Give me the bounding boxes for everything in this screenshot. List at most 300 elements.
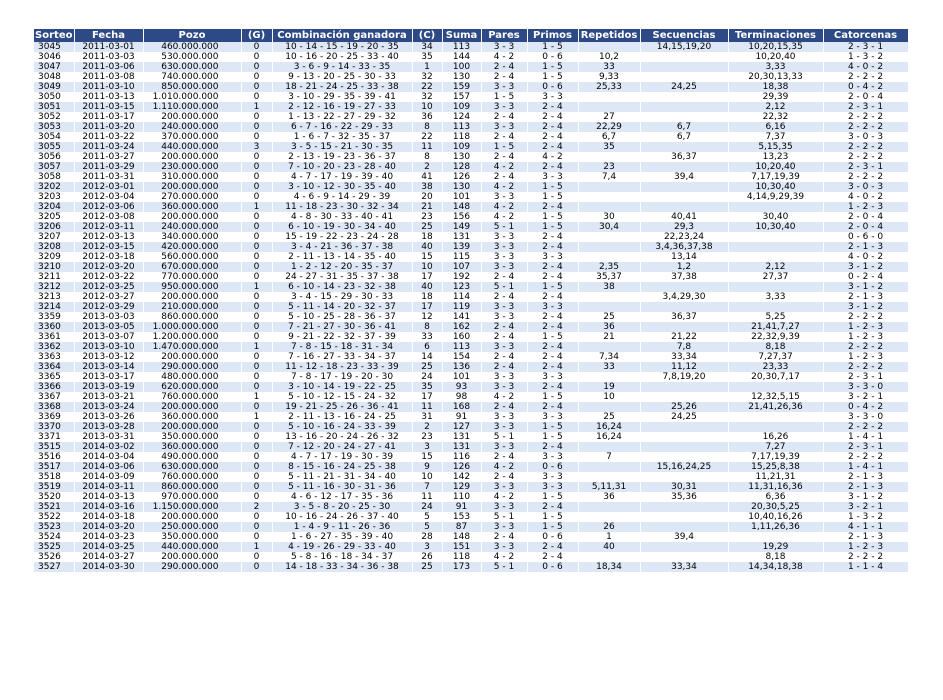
pozo-cell: 630.000.000 [143,62,241,72]
table-row [34,112,908,122]
sorteo-cell: 3047 [34,62,74,72]
combinacion-cell: 10 - 16 - 24 - 26 - 37 - 40 [272,512,412,522]
table-row [34,172,908,182]
pares-cell: 5 - 1 [481,282,527,292]
terminaciones-cell: 6,36 [728,492,823,502]
secuencias-cell [640,182,728,192]
c-cell: 17 [412,302,442,312]
repetidos-cell: 33 [578,362,640,372]
g-cell: 0 [241,532,272,542]
fecha-cell: 2013-03-03 [74,312,143,322]
g-cell: 0 [241,82,272,92]
fecha-cell: 2011-03-17 [74,112,143,122]
catorcenas-cell: 2 - 2 - 2 [823,362,908,372]
primos-cell: 0 - 6 [527,462,578,472]
c-cell: 18 [412,292,442,302]
combinacion-cell: 10 - 14 - 15 - 19 - 20 - 35 [272,42,412,52]
sorteo-cell: 3521 [34,502,74,512]
suma-cell: 130 [442,72,481,82]
c-cell: 40 [412,242,442,252]
g-cell: 3 [241,142,272,152]
terminaciones-cell: 3,33 [728,292,823,302]
pares-cell: 3 - 3 [481,192,527,202]
col-suma-header: Suma [442,29,481,42]
sorteo-cell: 3522 [34,512,74,522]
g-cell: 0 [241,262,272,272]
primos-cell: 2 - 4 [527,542,578,552]
primos-cell: 2 - 4 [527,502,578,512]
pozo-cell: 760.000.000 [143,392,241,402]
c-cell: 15 [412,252,442,262]
suma-cell: 136 [442,362,481,372]
suma-cell: 127 [442,422,481,432]
catorcenas-cell: 3 - 2 - 1 [823,502,908,512]
secuencias-cell [640,302,728,312]
fecha-cell: 2014-03-16 [74,502,143,512]
secuencias-cell [640,542,728,552]
terminaciones-cell: 13,23 [728,152,823,162]
table-row [34,102,908,112]
g-cell: 0 [241,222,272,232]
sorteo-cell: 3048 [34,72,74,82]
table-row [34,462,908,472]
secuencias-cell: 24,25 [640,412,728,422]
table-row [34,442,908,452]
sorteo-cell: 3365 [34,372,74,382]
g-cell: 0 [241,272,272,282]
pozo-cell: 740.000.000 [143,72,241,82]
c-cell: 24 [412,372,442,382]
catorcenas-cell: 1 - 2 - 3 [823,322,908,332]
c-cell: 7 [412,482,442,492]
table-row [34,242,908,252]
c-cell: 24 [412,502,442,512]
secuencias-cell: 14,15,19,20 [640,42,728,52]
secuencias-cell: 22,23,24 [640,232,728,242]
catorcenas-cell: 1 - 4 - 1 [823,462,908,472]
secuencias-cell: 7,8 [640,342,728,352]
g-cell: 0 [241,402,272,412]
secuencias-cell: 6,7 [640,132,728,142]
suma-cell: 116 [442,452,481,462]
c-cell: 20 [412,192,442,202]
pares-cell: 2 - 4 [481,292,527,302]
catorcenas-cell: 3 - 1 - 2 [823,262,908,272]
pares-cell: 2 - 4 [481,352,527,362]
primos-cell: 1 - 5 [527,522,578,532]
secuencias-cell: 6,7 [640,122,728,132]
catorcenas-cell: 4 - 0 - 2 [823,252,908,262]
repetidos-cell: 30 [578,212,640,222]
secuencias-cell: 7,8,19,20 [640,372,728,382]
combinacion-cell: 14 - 18 - 33 - 34 - 36 - 38 [272,562,412,572]
c-cell: 25 [412,222,442,232]
catorcenas-cell: 0 - 4 - 2 [823,402,908,412]
col-c-header: (C) [412,29,442,42]
pozo-cell: 420.000.000 [143,242,241,252]
secuencias-cell [640,322,728,332]
repetidos-cell: 10,2 [578,52,640,62]
sorteo-cell: 3051 [34,102,74,112]
terminaciones-cell: 7,27 [728,442,823,452]
repetidos-cell: 33 [578,62,640,72]
table-row [34,52,908,62]
pozo-cell: 480.000.000 [143,372,241,382]
repetidos-cell [578,302,640,312]
g-cell: 0 [241,242,272,252]
g-cell: 1 [241,392,272,402]
combinacion-cell: 3 - 10 - 29 - 35 - 39 - 41 [272,92,412,102]
secuencias-cell [640,282,728,292]
catorcenas-cell: 2 - 3 - 1 [823,442,908,452]
repetidos-cell: 25 [578,412,640,422]
terminaciones-cell: 20,30,7,17 [728,372,823,382]
table-row [34,262,908,272]
primos-cell: 2 - 4 [527,232,578,242]
pares-cell: 3 - 3 [481,522,527,532]
suma-cell: 113 [442,42,481,52]
sorteo-cell: 3366 [34,382,74,392]
catorcenas-cell: 2 - 2 - 2 [823,112,908,122]
pares-cell: 4 - 2 [481,462,527,472]
repetidos-cell [578,42,640,52]
sorteo-cell: 3203 [34,192,74,202]
repetidos-cell: 9,33 [578,72,640,82]
combinacion-cell: 3 - 4 - 15 - 29 - 30 - 33 [272,292,412,302]
table-row [34,372,908,382]
catorcenas-cell: 0 - 2 - 4 [823,272,908,282]
suma-cell: 109 [442,102,481,112]
table-row [34,152,908,162]
pozo-cell: 1.010.000.000 [143,92,241,102]
catorcenas-cell: 3 - 2 - 1 [823,392,908,402]
catorcenas-cell: 1 - 3 - 2 [823,52,908,62]
suma-cell: 98 [442,392,481,402]
pozo-cell: 850.000.000 [143,82,241,92]
c-cell: 11 [412,492,442,502]
sorteo-cell: 3211 [34,272,74,282]
suma-cell: 148 [442,532,481,542]
lottery-results-table [34,29,909,572]
pares-cell: 4 - 2 [481,202,527,212]
sorteo-cell: 3210 [34,262,74,272]
suma-cell: 131 [442,432,481,442]
table-row [34,552,908,562]
repetidos-cell [578,512,640,522]
c-cell: 32 [412,92,442,102]
suma-cell: 156 [442,212,481,222]
combinacion-cell: 5 - 10 - 12 - 15 - 24 - 32 [272,392,412,402]
repetidos-cell: 16,24 [578,432,640,442]
table-body [34,42,908,572]
terminaciones-cell: 8,18 [728,552,823,562]
catorcenas-cell: 2 - 1 - 3 [823,532,908,542]
terminaciones-cell: 10,20,15,35 [728,42,823,52]
g-cell: 0 [241,52,272,62]
fecha-cell: 2013-03-26 [74,412,143,422]
results-table-container [34,29,908,572]
fecha-cell: 2014-03-30 [74,562,143,572]
catorcenas-cell: 2 - 3 - 1 [823,102,908,112]
table-row [34,402,908,412]
repetidos-cell [578,472,640,482]
repetidos-cell [578,232,640,242]
pares-cell: 3 - 3 [481,312,527,322]
c-cell: 8 [412,322,442,332]
g-cell: 1 [241,202,272,212]
catorcenas-cell: 2 - 2 - 2 [823,152,908,162]
table-row [34,42,908,52]
combinacion-cell: 5 - 10 - 25 - 28 - 36 - 37 [272,312,412,322]
terminaciones-cell: 2,12 [728,102,823,112]
pozo-cell: 760.000.000 [143,472,241,482]
pozo-cell: 200.000.000 [143,352,241,362]
table-row [34,382,908,392]
g-cell: 0 [241,132,272,142]
terminaciones-cell: 4,14,9,29,39 [728,192,823,202]
g-cell: 0 [241,122,272,132]
terminaciones-cell: 15,25,8,38 [728,462,823,472]
suma-cell: 151 [442,542,481,552]
combinacion-cell: 7 - 8 - 17 - 19 - 20 - 30 [272,372,412,382]
catorcenas-cell: 1 - 3 - 2 [823,512,908,522]
table-row [34,562,908,572]
c-cell: 26 [412,552,442,562]
table-row [34,502,908,512]
repetidos-cell [578,462,640,472]
catorcenas-cell: 1 - 4 - 1 [823,432,908,442]
terminaciones-cell: 1,11,26,36 [728,522,823,532]
repetidos-cell: 38 [578,282,640,292]
pares-cell: 3 - 3 [481,542,527,552]
table-row [34,202,908,212]
primos-cell: 1 - 5 [527,182,578,192]
primos-cell: 0 - 6 [527,52,578,62]
terminaciones-cell: 10,40,16,26 [728,512,823,522]
pares-cell: 2 - 4 [481,72,527,82]
primos-cell: 1 - 5 [527,392,578,402]
suma-cell: 91 [442,502,481,512]
sorteo-cell: 3523 [34,522,74,532]
repetidos-cell [578,372,640,382]
combinacion-cell: 18 - 21 - 24 - 25 - 33 - 38 [272,82,412,92]
secuencias-cell [640,72,728,82]
primos-cell: 0 - 6 [527,562,578,572]
primos-cell: 2 - 4 [527,262,578,272]
sorteo-cell: 3045 [34,42,74,52]
secuencias-cell [640,62,728,72]
pares-cell: 1 - 5 [481,142,527,152]
combinacion-cell: 3 - 10 - 12 - 30 - 35 - 40 [272,182,412,192]
pozo-cell: 200.000.000 [143,512,241,522]
fecha-cell: 2012-03-01 [74,182,143,192]
secuencias-cell [640,472,728,482]
secuencias-cell: 13,14 [640,252,728,262]
fecha-cell: 2012-03-18 [74,252,143,262]
repetidos-cell: 18,34 [578,562,640,572]
suma-cell: 115 [442,252,481,262]
pozo-cell: 240.000.000 [143,222,241,232]
primos-cell: 3 - 3 [527,452,578,462]
table-row [34,492,908,502]
repetidos-cell: 35,37 [578,272,640,282]
repetidos-cell [578,252,640,262]
combinacion-cell: 4 - 6 - 9 - 14 - 29 - 39 [272,192,412,202]
c-cell: 1 [412,62,442,72]
pozo-cell: 490.000.000 [143,452,241,462]
pares-cell: 3 - 3 [481,42,527,52]
primos-cell: 1 - 5 [527,42,578,52]
combinacion-cell: 5 - 11 - 14 - 20 - 32 - 37 [272,302,412,312]
suma-cell: 131 [442,232,481,242]
terminaciones-cell: 7,17,19,39 [728,172,823,182]
g-cell: 0 [241,62,272,72]
col-terminaciones-header: Terminaciones [728,29,823,42]
repetidos-cell: 22,29 [578,122,640,132]
g-cell: 0 [241,372,272,382]
pozo-cell: 250.000.000 [143,522,241,532]
table-row [34,302,908,312]
primos-cell: 1 - 5 [527,422,578,432]
catorcenas-cell: 0 - 4 - 2 [823,82,908,92]
fecha-cell: 2012-03-29 [74,302,143,312]
suma-cell: 162 [442,322,481,332]
terminaciones-cell: 29,39 [728,92,823,102]
combinacion-cell: 4 - 7 - 17 - 19 - 30 - 39 [272,452,412,462]
repetidos-cell: 5,11,31 [578,482,640,492]
catorcenas-cell: 2 - 1 - 3 [823,482,908,492]
combinacion-cell: 3 - 6 - 9 - 14 - 33 - 35 [272,62,412,72]
table-row [34,72,908,82]
pares-cell: 2 - 4 [481,62,527,72]
terminaciones-cell: 7,27,37 [728,352,823,362]
suma-cell: 93 [442,382,481,392]
pares-cell: 3 - 3 [481,502,527,512]
g-cell: 1 [241,542,272,552]
catorcenas-cell: 1 - 1 - 4 [823,562,908,572]
g-cell: 0 [241,172,272,182]
col-fecha-header: Fecha [74,29,143,42]
pozo-cell: 770.000.000 [143,272,241,282]
pozo-cell: 360.000.000 [143,202,241,212]
fecha-cell: 2014-03-20 [74,522,143,532]
pares-cell: 2 - 4 [481,132,527,142]
repetidos-cell: 25 [578,312,640,322]
secuencias-cell: 39,4 [640,172,728,182]
c-cell: 11 [412,142,442,152]
combinacion-cell: 13 - 16 - 20 - 24 - 26 - 32 [272,432,412,442]
terminaciones-cell [728,282,823,292]
terminaciones-cell: 22,32 [728,112,823,122]
pares-cell: 3 - 3 [481,232,527,242]
table-row [34,272,908,282]
sorteo-cell: 3369 [34,412,74,422]
pares-cell: 4 - 2 [481,212,527,222]
primos-cell: 2 - 4 [527,322,578,332]
fecha-cell: 2014-03-27 [74,552,143,562]
suma-cell: 154 [442,352,481,362]
pozo-cell: 860.000.000 [143,482,241,492]
secuencias-cell: 30,31 [640,482,728,492]
c-cell: 11 [412,402,442,412]
g-cell: 0 [241,432,272,442]
terminaciones-cell: 5,15,35 [728,142,823,152]
c-cell: 12 [412,312,442,322]
primos-cell: 2 - 4 [527,122,578,132]
pozo-cell: 200.000.000 [143,182,241,192]
suma-cell: 130 [442,152,481,162]
combinacion-cell: 10 - 16 - 20 - 25 - 33 - 40 [272,52,412,62]
g-cell: 0 [241,422,272,432]
table-row [34,92,908,102]
combinacion-cell: 1 - 6 - 27 - 35 - 39 - 40 [272,532,412,542]
primos-cell: 1 - 5 [527,212,578,222]
catorcenas-cell: 2 - 0 - 4 [823,92,908,102]
repetidos-cell: 7,34 [578,352,640,362]
primos-cell: 3 - 3 [527,372,578,382]
secuencias-cell: 33,34 [640,562,728,572]
table-row [34,222,908,232]
suma-cell: 149 [442,222,481,232]
combinacion-cell: 15 - 19 - 22 - 23 - 24 - 28 [272,232,412,242]
combinacion-cell: 1 - 13 - 22 - 27 - 29 - 32 [272,112,412,122]
combinacion-cell: 6 - 7 - 16 - 22 - 29 - 33 [272,122,412,132]
suma-cell: 119 [442,302,481,312]
suma-cell: 159 [442,82,481,92]
repetidos-cell: 19 [578,382,640,392]
header-row [34,29,908,42]
terminaciones-cell: 10,20,40 [728,162,823,172]
col-secuencias-header: Secuencias [640,29,728,42]
suma-cell: 110 [442,492,481,502]
sorteo-cell: 3205 [34,212,74,222]
catorcenas-cell: 1 - 2 - 3 [823,352,908,362]
combinacion-cell: 7 - 16 - 27 - 33 - 34 - 37 [272,352,412,362]
terminaciones-cell: 5,25 [728,312,823,322]
catorcenas-cell: 2 - 3 - 1 [823,42,908,52]
primos-cell: 2 - 4 [527,552,578,562]
repetidos-cell [578,502,640,512]
fecha-cell: 2014-03-18 [74,512,143,522]
pozo-cell: 360.000.000 [143,442,241,452]
c-cell: 35 [412,382,442,392]
suma-cell: 173 [442,562,481,572]
c-cell: 3 [412,542,442,552]
pares-cell: 1 - 5 [481,92,527,102]
g-cell: 1 [241,412,272,422]
catorcenas-cell: 4 - 1 - 1 [823,522,908,532]
primos-cell: 2 - 4 [527,342,578,352]
c-cell: 33 [412,332,442,342]
fecha-cell: 2011-03-27 [74,152,143,162]
pozo-cell: 620.000.000 [143,382,241,392]
c-cell: 6 [412,342,442,352]
fecha-cell: 2014-03-11 [74,482,143,492]
c-cell: 8 [412,122,442,132]
c-cell: 23 [412,212,442,222]
g-cell: 0 [241,292,272,302]
c-cell: 10 [412,472,442,482]
pozo-cell: 1.110.000.000 [143,102,241,112]
col-pozo-header: Pozo [143,29,241,42]
table-row [34,162,908,172]
g-cell: 0 [241,72,272,82]
suma-cell: 141 [442,312,481,322]
terminaciones-cell: 23,33 [728,362,823,372]
primos-cell: 2 - 4 [527,442,578,452]
g-cell: 0 [241,382,272,392]
table-row [34,252,908,262]
